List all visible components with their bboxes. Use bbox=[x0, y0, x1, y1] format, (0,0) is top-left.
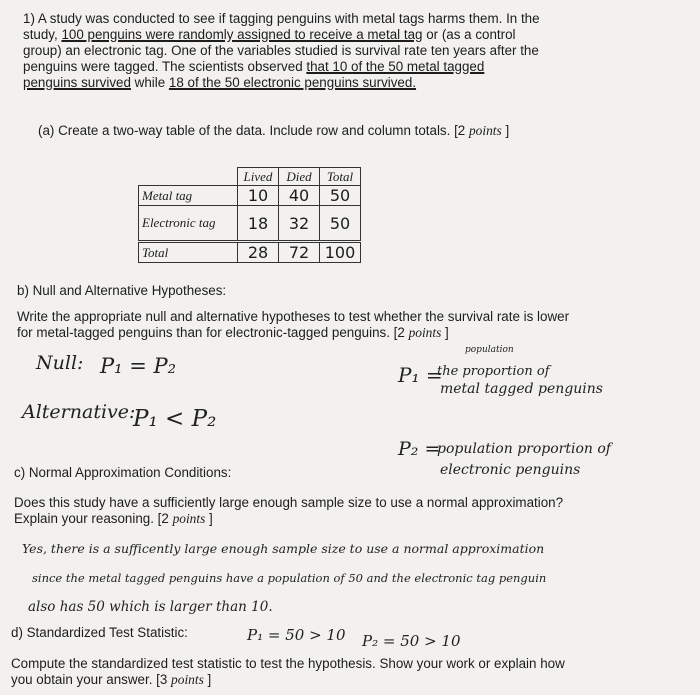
alternative-hypothesis: P₁ < P₂ bbox=[133, 406, 217, 432]
cell-total-total: 100 bbox=[320, 242, 361, 263]
part-c-line-1: Does this study have a sufficiently large enough sample size to use a normal approximation? bbox=[14, 495, 564, 510]
cell-total-died: 72 bbox=[279, 242, 320, 263]
part-c-line-2: Explain your reasoning. [2 points ] bbox=[14, 511, 213, 526]
part-a-prompt: (a) Create a two-way table of the data. Include row and column totals. [2 points ] bbox=[38, 123, 510, 138]
question-intro-line-4: penguins were tagged. The scientists observed that 10 of the 50 metal tagged bbox=[23, 59, 485, 74]
p1-definition-symbol: P₁ = bbox=[398, 363, 443, 387]
part-c-answer-line-3: also has 50 which is larger than 10. bbox=[28, 599, 273, 615]
p1-definition-line-1: the proportion of bbox=[437, 364, 550, 379]
row-label: Electronic tag bbox=[139, 206, 238, 242]
part-b-line-1: Write the appropriate null and alternative hypotheses to test whether the survival rate is lower bbox=[17, 309, 570, 324]
part-c-title: c) Normal Approximation Conditions: bbox=[14, 465, 232, 480]
question-intro-line-5: penguins survived while 18 of the 50 electronic penguins survived. bbox=[23, 75, 417, 90]
cell-electronic-died: 32 bbox=[279, 206, 320, 242]
table-row-metal bbox=[139, 186, 361, 206]
question-intro-line-2: study, 100 penguins were randomly assigned to receive a metal tag or (as a control bbox=[23, 27, 516, 42]
p2-definition-line-1: population proportion of bbox=[437, 441, 611, 457]
table-row-electronic bbox=[139, 206, 361, 242]
table-header-total: Total bbox=[320, 168, 361, 186]
row-label: Total bbox=[139, 242, 238, 263]
question-intro-line-1: 1) A study was conducted to see if tagging penguins with metal tags harms them. In the bbox=[23, 11, 540, 26]
two-way-table bbox=[138, 167, 361, 263]
part-d-line-2: you obtain your answer. [3 points ] bbox=[11, 672, 212, 687]
part-c-answer-line-2: since the metal tagged penguins have a population of 50 and the electronic tag penguin bbox=[32, 571, 547, 585]
cell-electronic-lived: 18 bbox=[238, 206, 279, 242]
alternative-label: Alternative: bbox=[22, 401, 136, 423]
p2-definition-line-2: electronic penguins bbox=[440, 462, 581, 478]
table-corner bbox=[139, 168, 238, 186]
cell-metal-died: 40 bbox=[279, 186, 320, 206]
table-header-died: Died bbox=[279, 168, 320, 186]
part-d-line-1: Compute the standardized test statistic to test the hypothesis. Show your work or explain how bbox=[11, 656, 565, 671]
part-b-line-2: for metal-tagged penguins than for electronic-tagged penguins. [2 points ] bbox=[17, 325, 449, 340]
cell-total-lived: 28 bbox=[238, 242, 279, 263]
cell-metal-total: 50 bbox=[320, 186, 361, 206]
p1-definition-line-2: metal tagged penguins bbox=[440, 381, 603, 397]
part-d-work-1: P₁ = 50 > 10 bbox=[247, 626, 346, 644]
row-label: Metal tag bbox=[139, 186, 238, 206]
null-hypothesis: P₁ = P₂ bbox=[100, 354, 177, 378]
part-b-title: b) Null and Alternative Hypotheses: bbox=[17, 283, 227, 298]
table-row-total bbox=[139, 242, 361, 263]
p2-definition-symbol: P₂ = bbox=[398, 438, 441, 460]
cell-electronic-total: 50 bbox=[320, 206, 361, 242]
table-header-lived: Lived bbox=[238, 168, 279, 186]
question-intro-line-3: group) an electronic tag. One of the variables studied is survival rate ten years after the bbox=[23, 43, 539, 58]
part-c-answer-line-1: Yes, there is a sufficently large enough sample size to use a normal approximation bbox=[22, 541, 545, 556]
p1-definition-insert: population bbox=[465, 345, 514, 355]
part-d-work-2: P₂ = 50 > 10 bbox=[362, 632, 461, 650]
cell-metal-lived: 10 bbox=[238, 186, 279, 206]
null-label: Null: bbox=[36, 352, 84, 374]
part-d-title: d) Standardized Test Statistic: bbox=[11, 625, 188, 640]
